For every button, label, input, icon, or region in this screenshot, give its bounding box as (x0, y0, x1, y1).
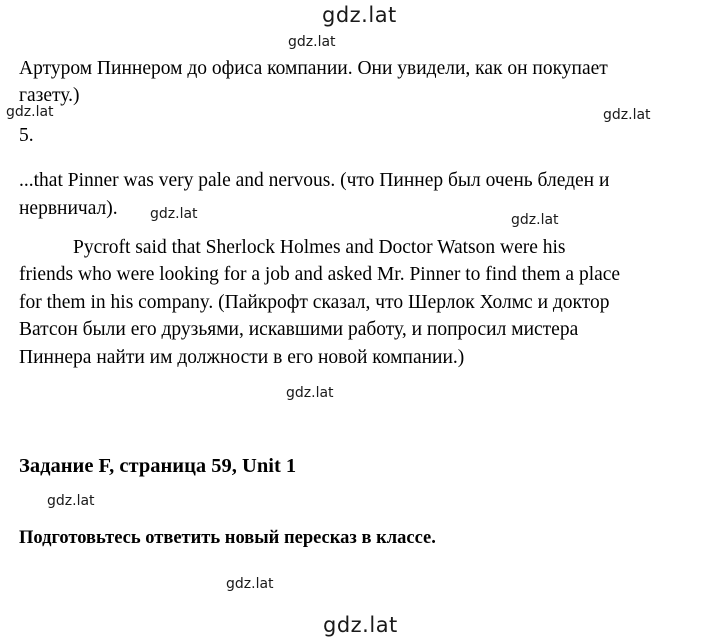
text-line: ...that Pinner was very pale and nervous. (что Пиннер был очень бледен и (19, 170, 610, 191)
watermark: gdz.lat (226, 576, 274, 592)
watermark: gdz.lat (288, 34, 336, 50)
watermark: gdz.lat (286, 385, 334, 401)
watermark: gdz.lat (603, 107, 651, 123)
text-line: газету.) (19, 85, 80, 106)
text-line: Pycroft said that Sherlock Holmes and Doctor Watson were his (73, 237, 566, 258)
text-line: нервничал). (19, 198, 118, 219)
text-line: Ватсон были его друзьями, искавшими работу, и попросил мистера (19, 319, 579, 340)
text-line: Артуром Пиннером до офиса компании. Они увидели, как он покупает (19, 58, 608, 79)
text-line: for them in his company. (Пайкрофт сказал, что Шерлок Холмс и доктор (19, 292, 610, 313)
watermark: gdz.lat (6, 104, 54, 120)
section-heading: Задание F, страница 59, Unit 1 (19, 455, 297, 477)
watermark: gdz.lat (150, 206, 198, 222)
watermark: gdz.lat (322, 3, 397, 27)
item-number: 5. (19, 125, 34, 146)
watermark: gdz.lat (47, 493, 95, 509)
watermark: gdz.lat (323, 613, 398, 637)
text-line: friends who were looking for a job and asked Mr. Pinner to find them a place (19, 264, 621, 285)
watermark: gdz.lat (511, 212, 559, 228)
task-instruction: Подготовьтесь ответить новый пересказ в классе. (19, 528, 436, 548)
text-line: Пиннера найти им должности в его новой компании.) (19, 347, 465, 368)
